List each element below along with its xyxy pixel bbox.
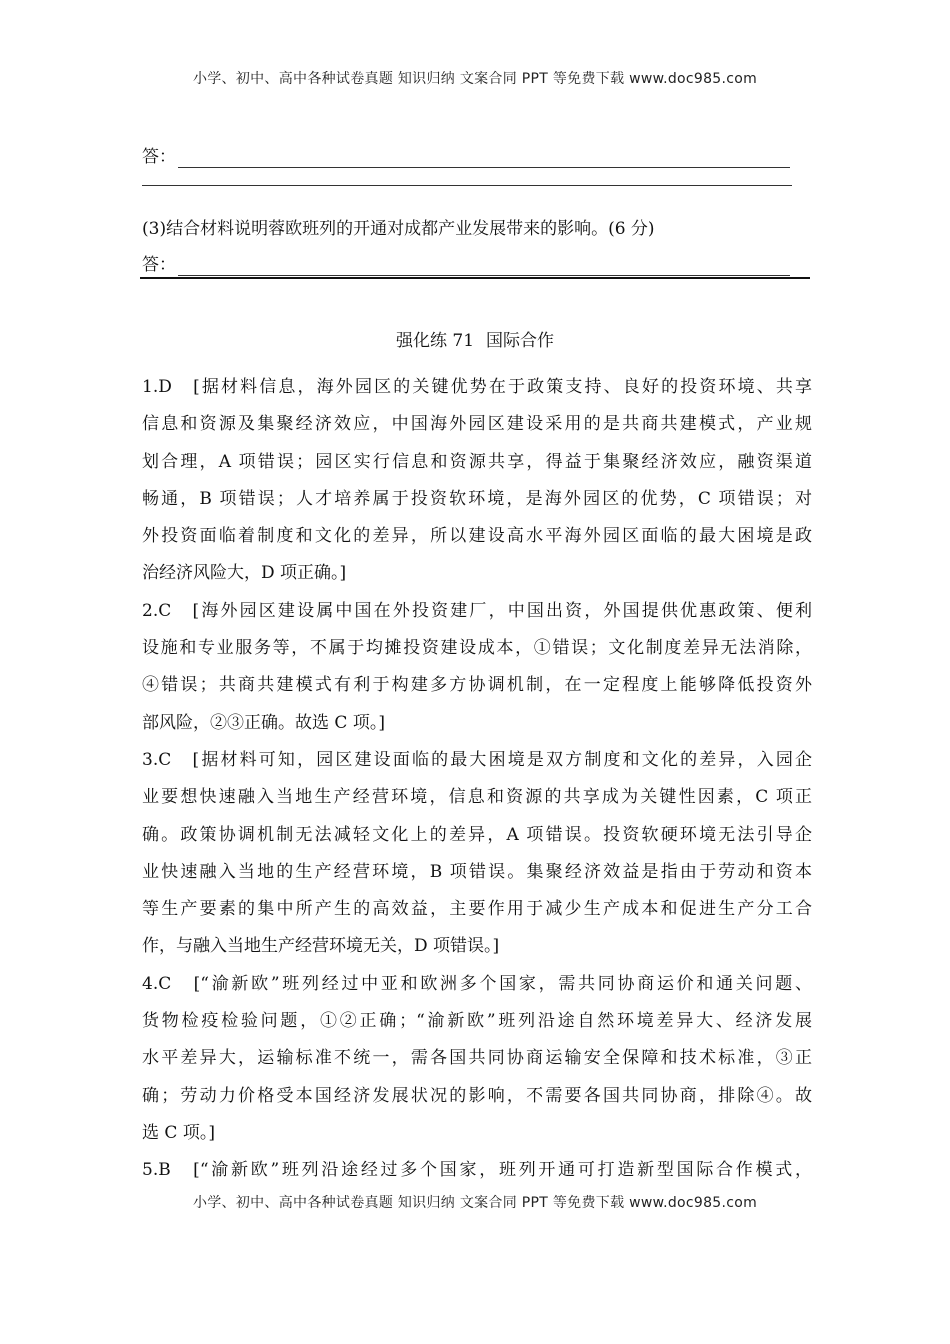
answer-item bbox=[142, 1152, 812, 1189]
answer-line: 作，与融入当地生产经营环境无关，D 项错误。] bbox=[142, 936, 500, 957]
answer-line: 4.C [“渝新欧”班列经过中亚和欧洲多个国家，需共同协商运价和通关问题、 bbox=[142, 973, 812, 994]
page-footer: 小学、初中、高中各种试卷真题 知识归纳 文案合同 PPT 等免费下载 www.doc985.com bbox=[192, 1195, 758, 1211]
answer-item bbox=[142, 742, 812, 966]
answer-line: 治经济风险大，D 项正确。] bbox=[142, 563, 347, 584]
answer-line: 划合理，A 项错误；园区实行信息和资源共享，得益于集聚经济效应，融资渠道 bbox=[142, 451, 812, 472]
answer-item bbox=[142, 966, 812, 1152]
answer-line: 5.B [“渝新欧”班列沿途经过多个国家，班列开通可打造新型国际合作模式， bbox=[142, 1160, 812, 1181]
answer-line: 等生产要素的集中所产生的高效益，主要作用于减少生产成本和促进生产分工合 bbox=[142, 899, 812, 920]
answer-blank bbox=[178, 261, 790, 276]
answer-line: 2.C [海外园区建设属中国在外投资建厂，中国出资，外国提供优惠政策、便利 bbox=[142, 600, 812, 621]
answer-row-3 bbox=[142, 254, 790, 276]
answer-item bbox=[142, 369, 812, 593]
answer-line: 部风险，②③正确。故选 C 项。] bbox=[142, 712, 385, 733]
answer-row-1 bbox=[142, 146, 790, 168]
section-title bbox=[0, 330, 950, 352]
answer-line: 信息和资源及集聚经济效应，中国海外园区建设采用的是共商共建模式，产业规 bbox=[142, 414, 812, 435]
answer-line: 水平差异大，运输标准不统一，需各国共同协商运输安全保障和技术标准，③正 bbox=[142, 1048, 812, 1069]
answer-blank-continued bbox=[142, 185, 792, 186]
page-header: 小学、初中、高中各种试卷真题 知识归纳 文案合同 PPT 等免费下载 www.doc985.com bbox=[192, 71, 758, 87]
answer-line: 外投资面临着制度和文化的差异，所以建设高水平海外园区面临的最大困境是政 bbox=[142, 526, 812, 547]
answer-line: 业要想快速融入当地生产经营环境，信息和资源的共享成为关键性因素，C 项正 bbox=[142, 787, 812, 808]
answer-label: 答： bbox=[142, 255, 176, 275]
answer-line: 畅通，B 项错误；人才培养属于投资软环境，是海外园区的优势，C 项错误；对 bbox=[142, 488, 812, 509]
section-title-number: 强化练 71 bbox=[395, 331, 475, 351]
answer-key bbox=[142, 369, 812, 1190]
answer-blank bbox=[178, 153, 790, 168]
section-divider bbox=[140, 277, 810, 279]
question-3: (3)结合材料说明蓉欧班列的开通对成都产业发展带来的影响。(6 分) bbox=[142, 219, 655, 239]
answer-line: 货物检疫检验问题，①②正确；“渝新欧”班列沿途自然环境差异大、经济发展 bbox=[142, 1011, 812, 1032]
answer-line: 设施和专业服务等，不属于均摊投资建设成本，①错误；文化制度差异无法消除， bbox=[142, 638, 812, 659]
answer-label: 答： bbox=[142, 147, 176, 167]
answer-line: 3.C [据材料可知，园区建设面临的最大困境是双方制度和文化的差异，入园企 bbox=[142, 749, 812, 770]
answer-line: 业快速融入当地的生产经营环境，B 项错误。集聚经济效益是指由于劳动和资本 bbox=[142, 861, 812, 882]
section-title-topic: 国际合作 bbox=[486, 331, 555, 351]
answer-line: 确。政策协调机制无法减轻文化上的差异，A 项错误。投资软硬环境无法引导企 bbox=[142, 824, 812, 845]
answer-item bbox=[142, 593, 812, 742]
answer-line: 选 C 项。] bbox=[142, 1122, 215, 1143]
answer-line: 1.D [据材料信息，海外园区的关键优势在于政策支持、良好的投资环境、共享 bbox=[142, 377, 812, 397]
answer-line: 确；劳动力价格受本国经济发展状况的影响，不需要各国共同协商，排除④。故 bbox=[142, 1085, 812, 1106]
answer-line: ④错误；共商共建模式有利于构建多方协调机制，在一定程度上能够降低投资外 bbox=[142, 675, 812, 696]
